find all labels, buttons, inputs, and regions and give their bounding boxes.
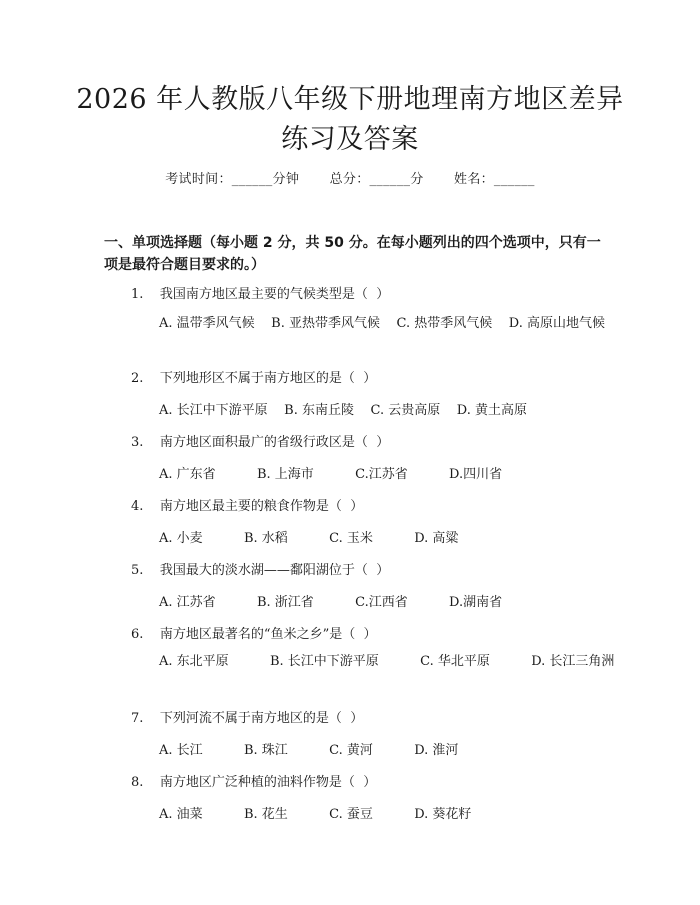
exam-time-field: 考试时间：______分钟 — [165, 172, 300, 187]
student-name-field: 姓名：______ — [454, 172, 535, 187]
question-options: A. 广东省 B. 上海市 C.江苏省 D.四川省 — [159, 467, 503, 482]
total-score-field: 总分：______分 — [329, 172, 424, 187]
question-stem: 1. 我国南方地区最主要的气候类型是（ ） — [131, 287, 390, 302]
question-stem: 3. 南方地区面积最广的省级行政区是（ ） — [131, 435, 390, 450]
exam-meta-line — [0, 168, 700, 187]
question-options: A. 长江 B. 珠江 C. 黄河 D. 淮河 — [159, 743, 459, 758]
exam-title — [70, 80, 630, 160]
title-line-2: 练习及答案 — [281, 124, 419, 155]
question-stem: 4. 南方地区最主要的粮食作物是（ ） — [131, 499, 364, 514]
title-line-1: 2026 年人教版八年级下册地理南方地区差异 — [76, 84, 624, 115]
section-heading: 一、单项选择题（每小题 2 分，共 50 分。在每小题列出的四个选项中，只有一项是最符合题目要求的。） — [104, 235, 601, 273]
question-options: A. 东北平原 B. 长江中下游平原 C. 华北平原 D. 长江三角洲 — [159, 654, 615, 669]
question-stem: 2. 下列地形区不属于南方地区的是（ ） — [131, 371, 377, 386]
question-stem: 6. 南方地区最著名的“鱼米之乡”是（ ） — [131, 627, 377, 642]
question-stem: 8. 南方地区广泛种植的油料作物是（ ） — [131, 775, 377, 790]
question-options: A. 江苏省 B. 浙江省 C.江西省 D.湖南省 — [159, 595, 503, 610]
question-options: A. 长江中下游平原 B. 东南丘陵 C. 云贵高原 D. 黄土高原 — [159, 403, 528, 418]
question-stem: 5. 我国最大的淡水湖——鄱阳湖位于（ ） — [131, 563, 390, 578]
question-options: A. 温带季风气候 B. 亚热带季风气候 C. 热带季风气候 D. 高原山地气候 — [159, 316, 606, 331]
question-options: A. 油菜 B. 花生 C. 蚕豆 D. 葵花籽 — [159, 807, 472, 822]
question-options: A. 小麦 B. 水稻 C. 玉米 D. 高粱 — [159, 531, 459, 546]
question-stem: 7. 下列河流不属于南方地区的是（ ） — [131, 711, 364, 726]
